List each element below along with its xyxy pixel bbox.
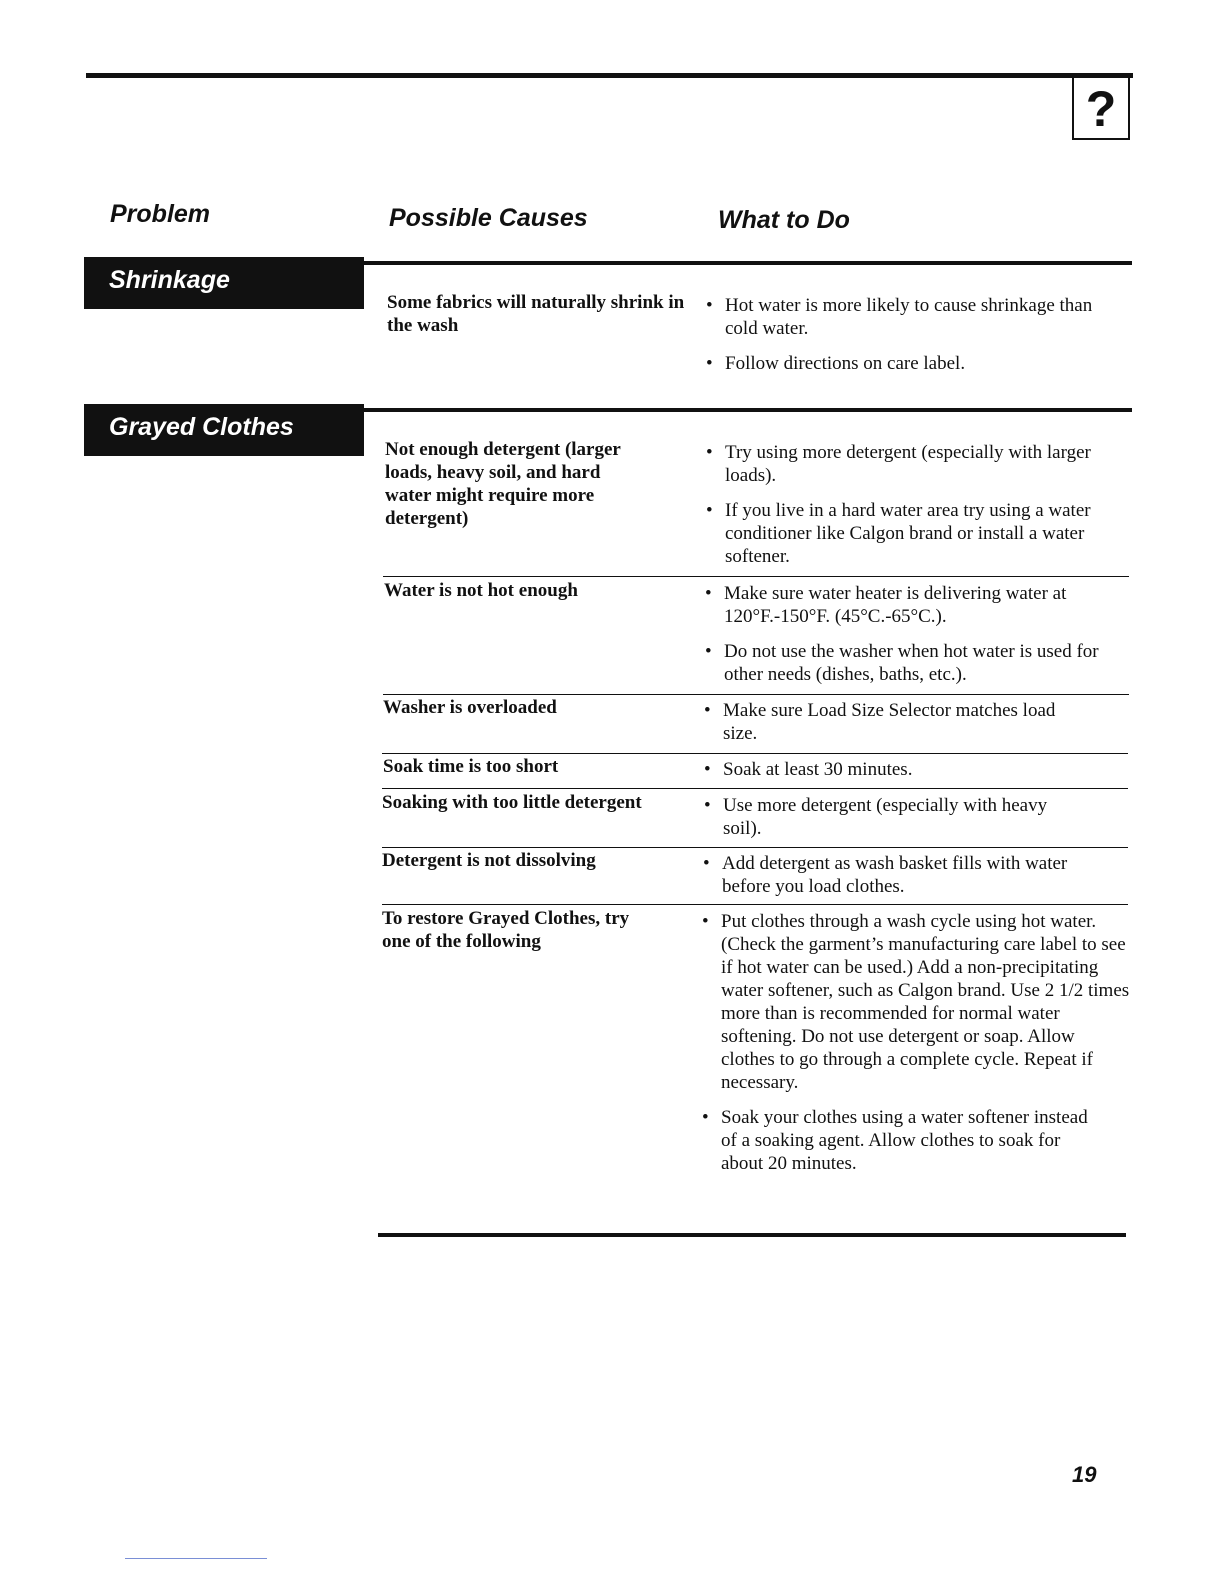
bottom-rule: [378, 1233, 1126, 1237]
action-list: [704, 699, 1119, 745]
action-item: • Do not use the washer when hot water is used for other needs (dishes, baths, etc.).: [705, 640, 1120, 686]
action-item: • Make sure water heater is delivering water at 120°F.-150°F. (45°C.-65°C.).: [705, 582, 1120, 628]
action-item: • If you live in a hard water area try using a water conditioner like Calgon brand or install a water softener.: [706, 499, 1105, 568]
action-list: [704, 794, 1119, 840]
action-item: • Follow directions on care label.: [706, 352, 1121, 375]
action-item: • Put clothes through a wash cycle using hot water. (Check the garment’s manufacturing care label to see if hot water can be used.) Add a non-precipitating water softener, such as Calgon brand. Use 2 1/2 times more than is recommended for normal water softening. Do not use detergent or soap. Allow clothes to go through a complete cycle. Repeat if necessary.: [702, 910, 1131, 1094]
cause-item: Soak time is too short: [383, 756, 559, 777]
cause-item: Some fabrics will naturally shrink in the wash: [387, 292, 685, 336]
column-head-causes: Possible Causes: [389, 204, 588, 232]
cause-item: To restore Grayed Clothes, try one of the following: [382, 908, 630, 952]
row-divider: [382, 904, 1128, 905]
column-head-problem: Problem: [110, 200, 211, 228]
cause-item: Soaking with too little detergent: [382, 792, 642, 813]
action-list: [702, 910, 1130, 1175]
action-item: • Make sure Load Size Selector matches load size.: [704, 699, 1083, 745]
action-list: [705, 582, 1120, 686]
action-list: [706, 441, 1121, 568]
page-number: 19: [1072, 1462, 1097, 1487]
cause-item: Water is not hot enough: [384, 580, 578, 601]
action-item: • Add detergent as wash basket fills with water before you load clothes.: [703, 852, 1102, 898]
cause-item: Detergent is not dissolving: [382, 850, 596, 871]
section-title-shrinkage: Shrinkage: [84, 257, 364, 309]
section-rule-shrinkage: [360, 261, 1132, 265]
action-item: • Try using more detergent (especially with larger loads).: [706, 441, 1121, 487]
row-divider: [382, 788, 1128, 789]
top-rule: [86, 73, 1133, 78]
row-divider: [382, 847, 1128, 848]
action-item: • Soak your clothes using a water softener instead of a soaking agent. Allow clothes to soak for about 20 minutes.: [702, 1106, 1101, 1175]
row-divider: [383, 576, 1129, 577]
help-question-icon: ?: [1072, 78, 1130, 140]
cause-item: Washer is overloaded: [383, 697, 557, 718]
margin-line: [125, 1558, 267, 1559]
action-list: [703, 852, 1118, 898]
row-divider: [383, 694, 1129, 695]
section-title-grayed-clothes: Grayed Clothes: [84, 404, 364, 456]
action-list: [706, 294, 1121, 375]
row-divider: [382, 753, 1128, 754]
action-list: [704, 758, 1119, 781]
action-item: • Hot water is more likely to cause shrinkage than cold water.: [706, 294, 1121, 340]
column-head-todo: What to Do: [718, 206, 850, 234]
action-item: • Soak at least 30 minutes.: [704, 758, 1119, 781]
action-item: • Use more detergent (especially with heavy soil).: [704, 794, 1083, 840]
section-rule-grayed: [360, 408, 1132, 412]
cause-item: Not enough detergent (larger loads, heavy soil, and hard water might require more detergent): [385, 439, 621, 529]
